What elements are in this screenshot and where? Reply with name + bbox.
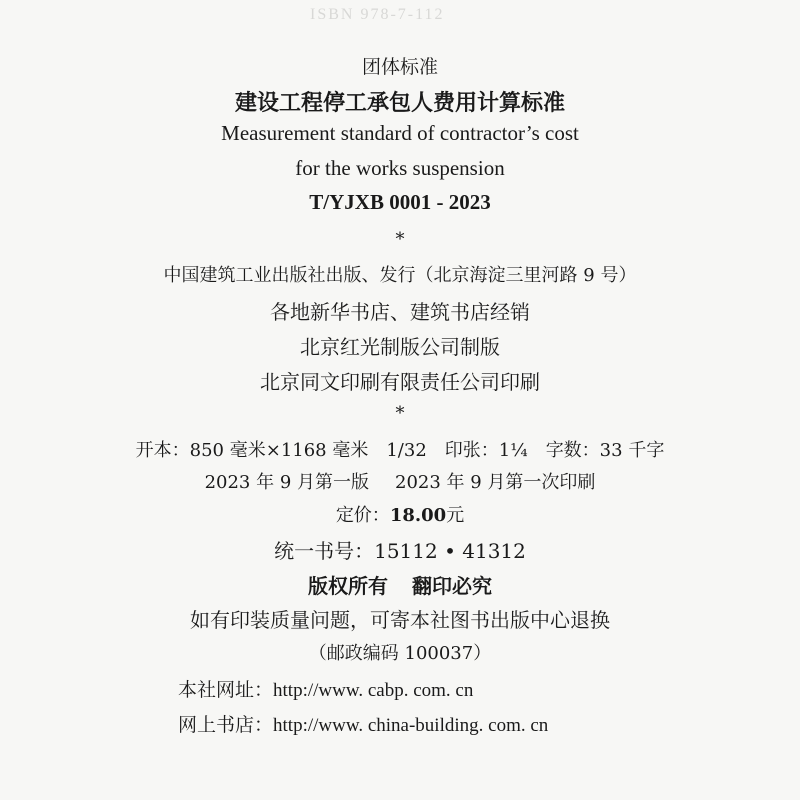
online-store-label: 网上书店：: [178, 714, 274, 736]
website-url: http://www. cabp. com. cn: [273, 680, 474, 701]
price-line: [0, 501, 800, 527]
website-label: 本社网址：: [178, 679, 274, 701]
standard-category: 团体标准: [361, 56, 438, 78]
plate-maker-line: 北京红光制版公司制版: [300, 335, 500, 359]
book-number: 统一书号：15112 • 41312: [274, 539, 526, 563]
no-piracy-notice: 翻印必究: [412, 574, 492, 598]
distributor-line: 各地新华书店、建筑书店经销: [270, 300, 530, 324]
title-english-line1: Measurement standard of contractor’s cost: [221, 121, 579, 145]
edition-date: 2023 年 9 月第一版: [204, 472, 369, 493]
separator-star: *: [395, 229, 405, 250]
website-line: [178, 675, 473, 702]
publisher-line: 中国建筑工业出版社出版、发行（北京海淀三里河路 9 号）: [163, 265, 637, 286]
fold: 1/32: [386, 440, 427, 461]
printing-date: 2023 年 9 月第一次印刷: [395, 472, 596, 493]
standard-code: T/YJXB 0001 - 2023: [309, 190, 491, 214]
return-notice: 如有印装质量问题，可寄本社图书出版中心退换: [190, 608, 610, 632]
title-english-line2: for the works suspension: [295, 156, 505, 180]
bleed-through-text: ISBN 978-7-112: [310, 6, 445, 23]
postal-code: （邮政编码 100037）: [308, 643, 492, 664]
price-value: 18.00: [389, 505, 447, 526]
price-label: 定价：: [335, 505, 390, 526]
format-spec-line: [0, 436, 800, 462]
format-size: 开本：850 毫米×1168 毫米: [135, 440, 369, 461]
title-chinese: 建设工程停工承包人费用计算标准: [234, 90, 565, 116]
word-count: 字数：33 千字: [545, 440, 665, 461]
online-store-line: [178, 710, 548, 737]
printer-line: 北京同文印刷有限责任公司印刷: [260, 370, 540, 394]
copyright-line: [0, 570, 800, 599]
price-unit: 元: [446, 505, 465, 526]
edition-line: [0, 468, 800, 494]
separator-star: *: [395, 403, 405, 424]
print-sheets: 印张：1¼: [444, 440, 528, 461]
copyright-notice: 版权所有: [308, 574, 388, 598]
online-store-url: http://www. china-building. com. cn: [273, 715, 549, 736]
